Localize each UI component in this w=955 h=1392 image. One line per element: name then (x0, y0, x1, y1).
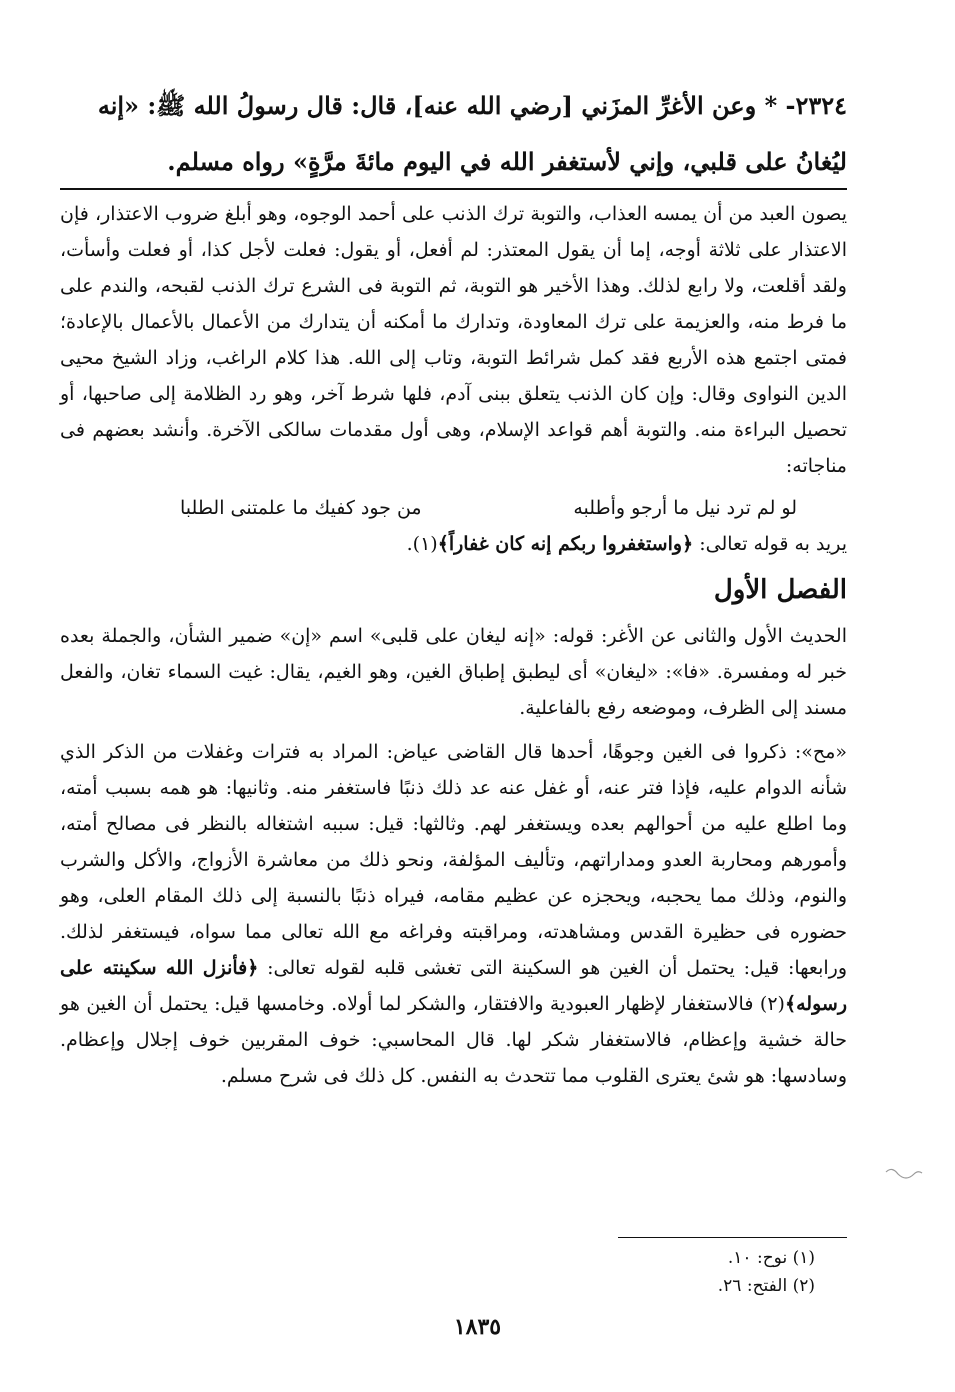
page-number: ١٨٣٥ (453, 1314, 502, 1340)
commentary-paragraph-4 (60, 734, 847, 1094)
commentary-paragraph-1: يصون العبد من أن يمسه العذاب، والتوبة ترك الذنب على أحمد الوجوه، وهو أبلغ ضروب الاعتذار، فإن الاعتذار على ثلاثة أوجه، إما أن يقول المعتذر: لم أفعل، أو يقول: فعلت لأجل كذا، أو فعلت وأسأت، ولقد أقلعت، ولا رابع لذلك. وهذا الأخير هو التوبة، ثم التوبة فى الشرع ترك الذنب لقبحه، والندم على ما فرط منه، والعزيمة على ترك المعاودة، وتدارك ما أمكنه أن يتدارك من الأعمال بالأعمال بالإعادة؛ فمتى اجتمع هذه الأربع فقد كمل شرائط التوبة، وتاب إلى الله. هذا كلام الراغب، وزاد الشيخ محيى الدين النواوى وقال: وإن كان الذنب يتعلق ببنى آدم، فلها شرط آخر، وهو رد الظلامة إلى صاحبها، أو تحصيل البراءة منه. والتوبة أهم قواعد الإسلام، وهى أول مقدمات سالكى الآخرة. وأنشد بعضهم فى مناجاته: (60, 203, 847, 477)
commentary-paragraph-3: الحديث الأول والثانى عن الأغر: قوله: «إنه ليغان على قلبى» اسم «إن» ضمير الشأن، والجملة بعده خبر له ومفسرة. «فا»: «ليغان» أى ليطبق إطباق الغين، وهو الغيم، يقال: غيت السماء تغان، والفعل مسند إلى الظرف، وموضعه رفع بالفاعلية. (60, 625, 847, 719)
commentary-paragraph-2 (60, 526, 847, 562)
verse-second-hemistich: من جود كفيك ما علمتنى الطلبا (180, 497, 422, 519)
footnote-rule (618, 1237, 847, 1238)
quran-quote-2: ﴿فأنزل الله سكينته على رسوله﴾ (60, 957, 847, 1015)
hadith-line-1: ٢٣٢٤- * وعن الأغرِّ المزَني [رضي الله عنه]، قال: قال رسولُ الله ﷺ: «إنه (97, 91, 847, 120)
quran-intro: يريد به قوله تعالى: (693, 533, 847, 555)
quran-quote: ﴿واستغفروا ربكم إنه كان غفاراً﴾ (437, 533, 694, 555)
hadith-text (60, 78, 847, 190)
margin-mark-icon (884, 1164, 924, 1184)
footnote-ref-1: (١). (406, 533, 438, 555)
commentary-body (60, 196, 847, 1094)
footnote-1: (١) نوح: ١٠. (727, 1248, 815, 1268)
footnote-ref-2: (٢) (759, 993, 785, 1015)
chapter-title: الفصل الأول (713, 575, 847, 605)
paragraph-4-text-b: فالاستغفار لإظهار العبودية والافتقار، والشكر لما أولاه. وخامسها قيل: يحتمل أن الغين هو حالة خشية وإعظام، فالاستغفار شكر لها. قال المحاسبي: خوف المقربين خوف إجلال وإعظام. وسادسها: هو شئ يعترى القلوب مما تتحدث به النفس. كل ذلك فى شرح مسلم. (60, 993, 847, 1087)
footnotes (515, 1244, 815, 1300)
paragraph-4-text-a: «مح»: ذكروا فى الغين وجوهًا، أحدها قال القاضى عياض: المراد به فترات وغفلات من الذكر الذي شأنه الدوام عليه، فإذا فتر عنه، أو غفل عنه عد ذلك ذنبًا فاستغفر منه. وثانيها: هو همه بسبب أمته، وما اطلع عليه من أحوالهم بعده ويستغفر لهم. وثالثها: قيل: سببه اشتغاله بالنظر فى مصالح أمته، وأمورهم ومحاربة العدو ومداراتهم، وتأليف المؤلفة، ونحو ذلك من معاشرة الأزواج، والأكل والشرب والنوم، وذلك مما يحجبه، ويحجزه عن عظيم مقامه، فيراه ذنبًا بالنسبة إلى ذلك المقام العلى، وهو حضوره فى حظيرة القدس ومشاهدته، ومراقبته وفراغه مع الله تعالى مما سواه، فيستغفر لذلك. ورابعها: قيل: يحتمل أن الغين هو السكينة التى تغشى قلبه لقوله تعالى: (60, 741, 848, 979)
separator-rule (60, 188, 847, 190)
poetry-verse (60, 490, 847, 526)
verse-first-hemistich: لو لم ترد نيل ما أرجو وأطلبه (573, 497, 797, 519)
hadith-line-2: ليُغانُ على قلبي، وإني لأستغفر الله في اليوم مائةَ مرَّةٍ» رواه مسلم. (167, 147, 847, 176)
footnote-2: (٢) الفتح: ٢٦. (717, 1276, 815, 1296)
